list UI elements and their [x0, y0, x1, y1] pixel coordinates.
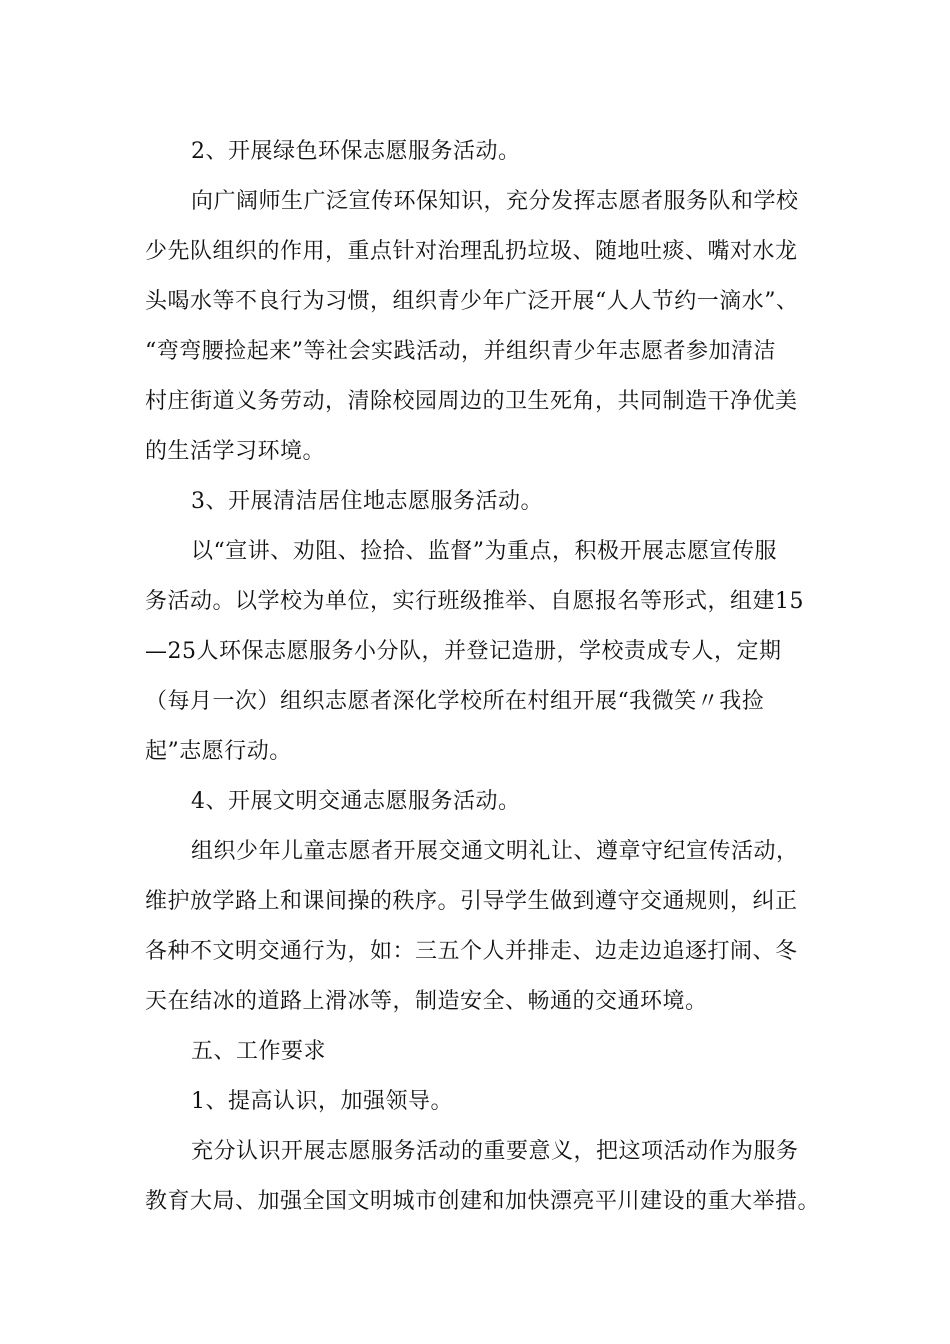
- paragraph-line: 村庄街道义务劳动，清除校园周边的卫生死角，共同制造干净优美: [145, 389, 798, 414]
- paragraph-line: 维护放学路上和课间操的秩序。引导学生做到遵守交通规则，纠正: [145, 889, 798, 914]
- paragraph-line: 务活动。以学校为单位，实行班级推举、自愿报名等形式，组建15: [145, 589, 804, 614]
- paragraph-line: 以“宣讲、劝阻、捡拾、监督”为重点，积极开展志愿宣传服: [191, 539, 777, 564]
- heading-green-env: 2、开展绿色环保志愿服务活动。: [191, 139, 521, 164]
- paragraph-line: 少先队组织的作用，重点针对治理乱扔垃圾、随地吐痰、嘴对水龙: [145, 239, 798, 264]
- paragraph-line: 的生活学习环境。: [145, 439, 326, 464]
- heading-civil-traffic: 4、开展文明交通志愿服务活动。: [191, 789, 521, 814]
- paragraph-line: 组织少年儿童志愿者开展交通文明礼让、遵章守纪宣传活动，: [191, 839, 799, 864]
- paragraph-line: —25人环保志愿服务小分队，并登记造册，学校责成专人，定期: [145, 639, 782, 664]
- paragraph-line: 天在结冰的道路上滑冰等，制造安全、畅通的交通环境。: [145, 989, 708, 1014]
- paragraph-line: 起”志愿行动。: [145, 739, 292, 764]
- paragraph-line: （每月一次）组织志愿者深化学校所在村组开展“我微笑〃我捡: [145, 689, 765, 714]
- paragraph-line: 教育大局、加强全国文明城市创建和加快漂亮平川建设的重大举措。: [145, 1189, 821, 1214]
- paragraph-line: 各种不文明交通行为，如：三五个人并排走、边走边追逐打闹、冬: [145, 939, 798, 964]
- section-heading-work-requirements: 五、工作要求: [191, 1039, 327, 1064]
- paragraph-line: “弯弯腰捡起来”等社会实践活动，并组织青少年志愿者参加清洁: [145, 339, 776, 364]
- heading-clean-residence: 3、开展清洁居住地志愿服务活动。: [191, 489, 543, 514]
- heading-raise-awareness: 1、提高认识，加强领导。: [191, 1089, 453, 1114]
- paragraph-line: 头喝水等不良行为习惯，组织青少年广泛开展“人人节约一滴水”、: [145, 289, 799, 314]
- paragraph-line: 充分认识开展志愿服务活动的重要意义，把这项活动作为服务: [191, 1139, 799, 1164]
- paragraph-line: 向广阔师生广泛宣传环保知识，充分发挥志愿者服务队和学校: [191, 189, 799, 214]
